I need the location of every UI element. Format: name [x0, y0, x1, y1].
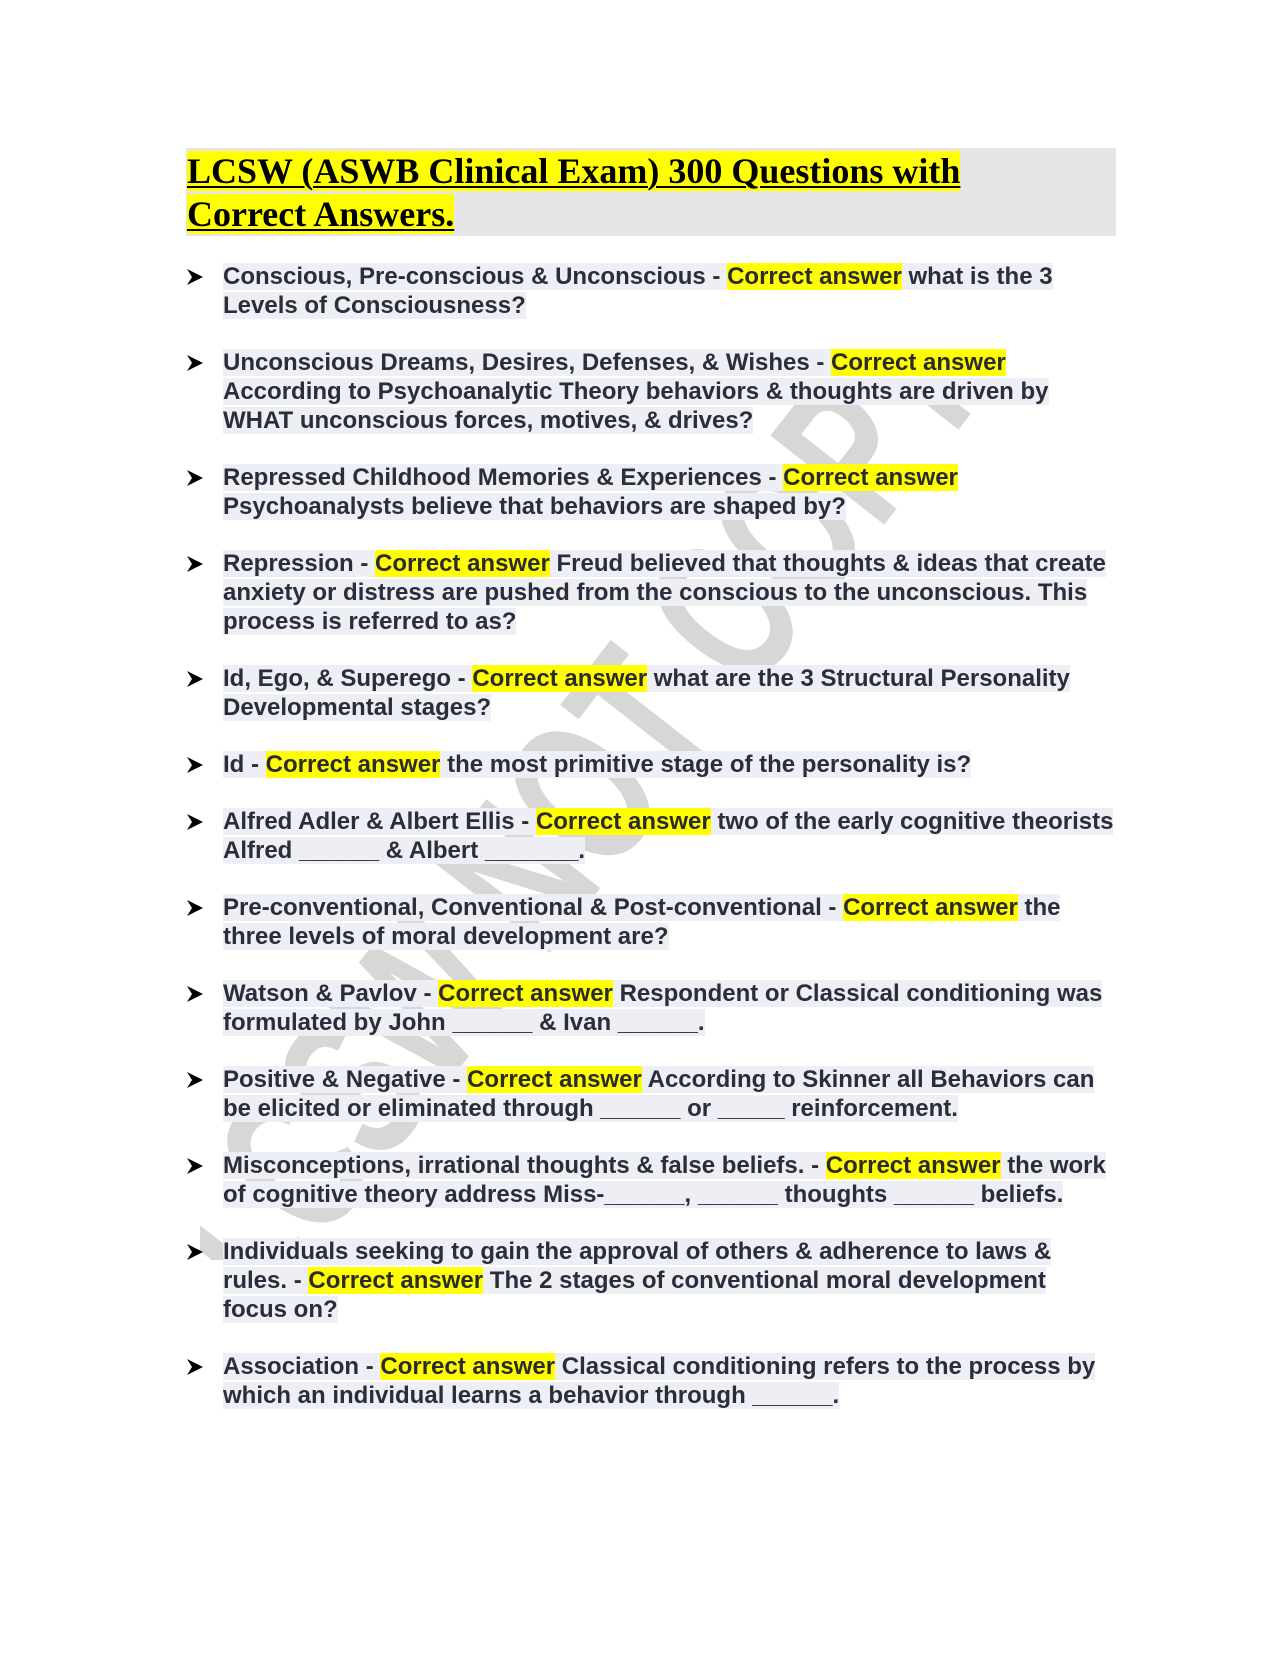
arrowhead-bullet-icon — [186, 813, 204, 831]
qa-item — [186, 1352, 1116, 1410]
qa-item — [186, 750, 1116, 779]
arrowhead-bullet-icon — [186, 756, 204, 774]
question-text: The 2 stages of conventional moral development focus on? — [223, 1267, 1046, 1323]
arrowhead-bullet-icon — [186, 670, 204, 688]
correct-answer-label: Correct answer — [783, 464, 958, 491]
arrowhead-bullet-icon — [186, 268, 204, 286]
correct-answer-label: Correct answer — [825, 1152, 1001, 1179]
arrowhead-bullet-icon — [186, 1071, 204, 1089]
correct-answer-label: Correct answer — [472, 665, 648, 692]
arrowhead-bullet-icon — [186, 1243, 204, 1261]
separator: - — [451, 665, 473, 692]
separator: - — [804, 1152, 826, 1179]
question-text: Psychoanalysts believe that behaviors are shaped by? — [223, 493, 846, 520]
correct-answer-label: Correct answer — [265, 751, 441, 778]
question-text: According to Skinner all Behaviors can be elicited or eliminated through ______ or _____ reinforcement. — [223, 1066, 1095, 1122]
answer-text: Association — [223, 1353, 360, 1380]
question-text: the work of cognitive theory address Miss-______, ______ thoughts ______ beliefs. — [223, 1152, 1106, 1208]
arrowhead-bullet-icon — [186, 899, 204, 917]
question-text: what are the 3 Structural Personality Developmental stages? — [223, 665, 1070, 721]
question-text: what is the 3 Levels of Consciousness? — [223, 263, 1053, 319]
separator: - — [705, 263, 728, 290]
answer-text: Unconscious Dreams, Desires, Defenses, & Wishes — [223, 349, 810, 376]
arrowhead-bullet-icon — [186, 469, 204, 487]
answer-text: Misconceptions, irrational thoughts & false beliefs. — [223, 1152, 805, 1179]
answer-text: Individuals seeking to gain the approval of others & adherence to laws & rules. — [223, 1238, 1052, 1294]
document-title — [187, 150, 1087, 236]
separator: - — [359, 1353, 381, 1380]
question-text: Respondent or Classical conditioning was formulated by John ______ & Ivan ______. — [223, 980, 1103, 1036]
qa-item — [186, 262, 1116, 320]
question-text: the three levels of moral development are? — [223, 894, 1061, 950]
correct-answer-label: Correct answer — [308, 1267, 484, 1294]
qa-item — [186, 807, 1116, 865]
correct-answer-label: Correct answer — [843, 894, 1018, 921]
question-text: two of the early cognitive theorists Alfred ______ & Albert _______. — [223, 808, 1114, 864]
qa-item — [186, 664, 1116, 722]
qa-item — [186, 893, 1116, 951]
answer-text: Pre-conventional, Conventional & Post-conventional — [223, 894, 822, 921]
qa-item — [186, 1151, 1116, 1209]
separator: - — [353, 550, 376, 577]
correct-answer-label: Correct answer — [380, 1353, 556, 1380]
answer-text: Id — [223, 751, 245, 778]
qa-list — [186, 262, 1116, 1438]
answer-text: Conscious, Pre-conscious & Unconscious — [223, 263, 706, 290]
title-line-2: Correct Answers. — [187, 194, 455, 234]
qa-item — [186, 1237, 1116, 1324]
arrowhead-bullet-icon — [186, 1358, 204, 1376]
qa-item — [186, 979, 1116, 1037]
answer-text: Id, Ego, & Superego — [223, 665, 452, 692]
answer-text: Repressed Childhood Memories & Experiences — [223, 464, 762, 491]
qa-item — [186, 463, 1116, 521]
answer-text: Repression — [223, 550, 354, 577]
correct-answer-label: Correct answer — [467, 1066, 642, 1093]
correct-answer-label: Correct answer — [831, 349, 1006, 376]
correct-answer-label: Correct answer — [727, 263, 902, 290]
separator: - — [761, 464, 784, 491]
qa-item — [186, 1065, 1116, 1123]
correct-answer-label: Correct answer — [375, 550, 550, 577]
separator: - — [514, 808, 536, 835]
qa-item — [186, 549, 1116, 636]
separator: - — [287, 1267, 309, 1294]
correct-answer-label: Correct answer — [535, 808, 711, 835]
question-text: According to Psychoanalytic Theory behaviors & thoughts are driven by WHAT unconscious forces, motives, & drives? — [223, 378, 1049, 434]
question-text: Classical conditioning refers to the process by which an individual learns a behavior through ______. — [223, 1353, 1096, 1409]
title-line-1: LCSW (ASWB Clinical Exam) 300 Questions with — [187, 151, 961, 191]
correct-answer-label: Correct answer — [438, 980, 613, 1007]
separator: - — [809, 349, 832, 376]
arrowhead-bullet-icon — [186, 985, 204, 1003]
separator: - — [821, 894, 844, 921]
qa-item — [186, 348, 1116, 435]
separator: - — [244, 751, 266, 778]
answer-text: Positive & Negative — [223, 1066, 446, 1093]
arrowhead-bullet-icon — [186, 354, 204, 372]
arrowhead-bullet-icon — [186, 1157, 204, 1175]
answer-text: Watson & Pavlov — [223, 980, 417, 1007]
answer-text: Alfred Adler & Albert Ellis — [223, 808, 515, 835]
arrowhead-bullet-icon — [186, 555, 204, 573]
separator: - — [445, 1066, 468, 1093]
question-text: the most primitive stage of the personality is? — [447, 751, 972, 778]
separator: - — [416, 980, 439, 1007]
question-text: Freud believed that thoughts & ideas that create anxiety or distress are pushed from the conscious to the unconscious. This process is referred to as? — [223, 550, 1106, 635]
